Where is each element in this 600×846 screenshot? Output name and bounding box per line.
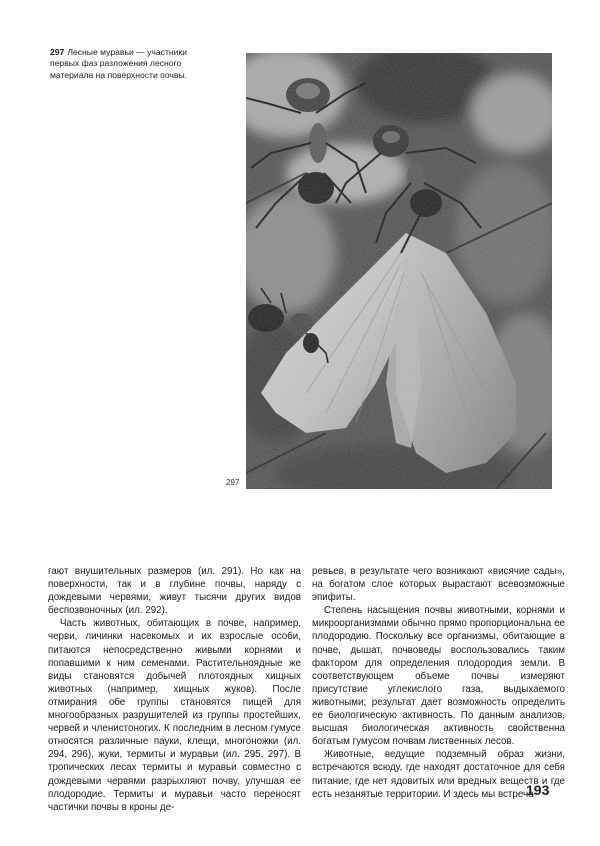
text-column-right [312,565,565,801]
paragraph: ревьев, в результате чего возникают «висячие сады», на богатом слое которых вырастают всевозможные эпифиты. [312,566,565,604]
photo-figure-number: 297 [226,478,240,487]
figure-photo-ants-on-moth [246,53,552,489]
paragraph: гают внушительных размеров (ил. 291). Но как на поверхности, так и в глубине почвы, наряду с дождевыми червями, живут тысячи других видов беспозвоночных (ил. 292). [48,566,301,617]
caption-text: Лесные муравьи — участники первых фаз разложения лесного материала на поверхности почвы. [50,47,188,80]
photo-illustration [246,53,552,489]
figure-caption [50,47,200,81]
paragraph: Степень насыщения почвы животными, корнями и микроорганизмами обычно прямо пропорциональна ее плодородию. Поскольку все организмы, обитающие в почве, дышат, почвоведы воспользовались таким фактором для определения плодородия земли. В соответствующем объеме почвы измеряют присутствие углекислого газа, выдыхаемого животными; результат дает возможность определить ее биологическую активность. По данным анализов, высшая биологическая активность свойственна богатым гумусом почвам лиственных лесов. [312,605,565,748]
text-column-left [48,565,301,814]
caption-figure-number: 297 [50,47,65,57]
paragraph: Животные, ведущие подземный образ жизни, встречаются всюду, где находят достаточное для себя питание, где нет ядовитых или вредных веществ и где есть незанятые территории. И здесь мы встреча- [312,749,565,800]
page-number: 193 [526,782,550,798]
paragraph: Часть животных, обитающих в почве, например, черви, личинки насекомых и их взрослые особи, питаются непосредственно живыми корнями и попавшими к ним семенами. Растительноядные же виды становятся добычей плотоядных хищных животных (например, хищных жуков). После отмирания обе группы становятся пищей для многообразных разрушителей из группы простейших, червей и членистоногих. К последним в лесном гумусе относятся различные пауки, клещи, многоножки (ил. 294, 296), жуки, термиты и муравьи (ил. 295, 297). В тропических лесах термиты и муравьи совместно с дождевыми червями разрыхляют почву, улучшая ее плодородие. Термиты и муравьи часто переносят частички почвы в кроны де- [48,618,301,813]
